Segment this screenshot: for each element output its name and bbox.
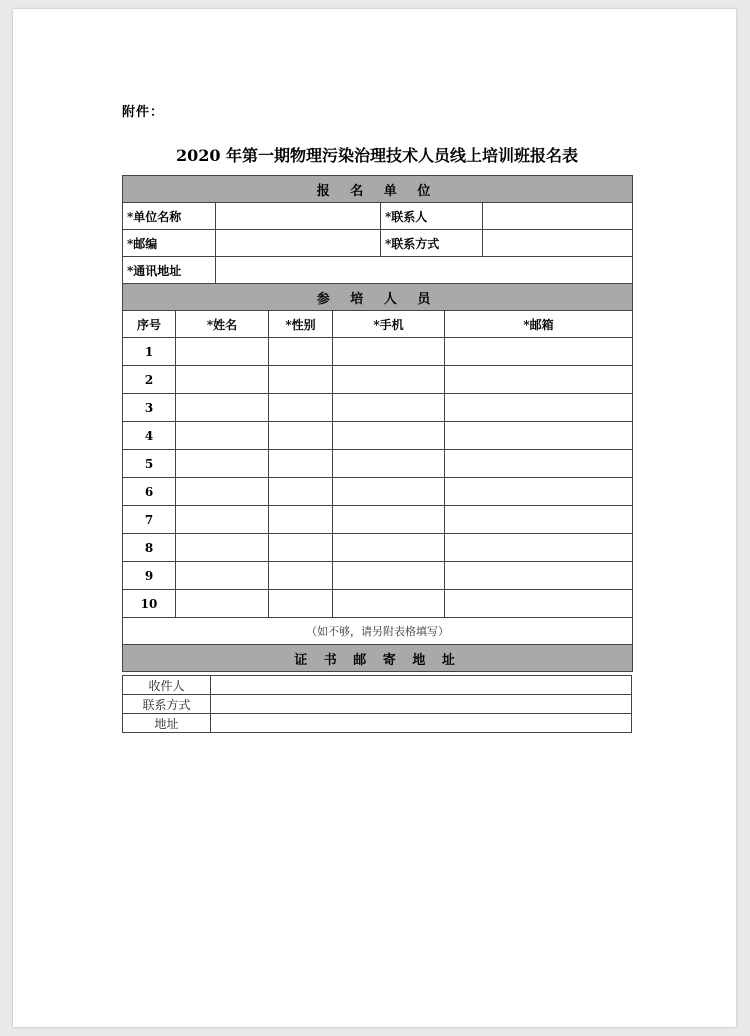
recipient-label: 收件人 <box>123 676 211 695</box>
phone-cell[interactable] <box>333 394 445 422</box>
cert-contact-label: 联系方式 <box>123 695 211 714</box>
name-cell[interactable] <box>176 478 269 506</box>
postcode-label: *邮编 <box>123 230 216 257</box>
col-header-name: *姓名 <box>176 311 269 338</box>
row-index: 6 <box>123 478 176 506</box>
form-title: 2020 年第一期物理污染治理技术人员线上培训班报名表 <box>175 146 579 165</box>
email-cell[interactable] <box>445 562 633 590</box>
row-index: 7 <box>123 506 176 534</box>
email-cell[interactable] <box>445 534 633 562</box>
name-cell[interactable] <box>176 338 269 366</box>
email-cell[interactable] <box>445 338 633 366</box>
overflow-note: （如不够，请另附表格填写） <box>123 618 633 645</box>
phone-cell[interactable] <box>333 478 445 506</box>
gender-cell[interactable] <box>269 450 333 478</box>
row-index: 10 <box>123 590 176 618</box>
gender-cell[interactable] <box>269 506 333 534</box>
gender-cell[interactable] <box>269 366 333 394</box>
certificate-section-header: 证 书 邮 寄 地 址 <box>123 645 633 672</box>
gender-cell[interactable] <box>269 422 333 450</box>
table-row <box>123 506 633 534</box>
contact-method-field[interactable] <box>483 230 633 257</box>
contact-person-field[interactable] <box>483 203 633 230</box>
gender-cell[interactable] <box>269 338 333 366</box>
mailing-address-field[interactable] <box>216 257 633 284</box>
col-header-gender: *性别 <box>269 311 333 338</box>
registration-table <box>122 175 633 672</box>
row-index: 3 <box>123 394 176 422</box>
phone-cell[interactable] <box>333 338 445 366</box>
table-row <box>123 534 633 562</box>
col-header-phone: *手机 <box>333 311 445 338</box>
phone-cell[interactable] <box>333 422 445 450</box>
postcode-field[interactable] <box>216 230 381 257</box>
phone-cell[interactable] <box>333 506 445 534</box>
table-row <box>123 478 633 506</box>
row-index: 2 <box>123 366 176 394</box>
name-cell[interactable] <box>176 422 269 450</box>
row-index: 1 <box>123 338 176 366</box>
table-row <box>123 590 633 618</box>
cert-address-label: 地址 <box>123 714 211 733</box>
table-row <box>123 366 633 394</box>
row-index: 9 <box>123 562 176 590</box>
row-index: 8 <box>123 534 176 562</box>
gender-cell[interactable] <box>269 590 333 618</box>
unit-name-label: *单位名称 <box>123 203 216 230</box>
phone-cell[interactable] <box>333 534 445 562</box>
contact-person-label: *联系人 <box>381 203 483 230</box>
email-cell[interactable] <box>445 422 633 450</box>
name-cell[interactable] <box>176 506 269 534</box>
gender-cell[interactable] <box>269 394 333 422</box>
table-row <box>123 450 633 478</box>
unit-section-header: 报 名 单 位 <box>123 176 633 203</box>
name-cell[interactable] <box>176 562 269 590</box>
mailing-address-label: *通讯地址 <box>123 257 216 284</box>
table-row <box>123 562 633 590</box>
certificate-address-table <box>122 675 632 733</box>
contact-method-label: *联系方式 <box>381 230 483 257</box>
col-header-email: *邮箱 <box>445 311 633 338</box>
email-cell[interactable] <box>445 478 633 506</box>
cert-contact-field[interactable] <box>211 695 632 714</box>
table-row <box>123 338 633 366</box>
row-index: 5 <box>123 450 176 478</box>
email-cell[interactable] <box>445 506 633 534</box>
email-cell[interactable] <box>445 450 633 478</box>
table-row <box>123 422 633 450</box>
document-page <box>13 9 736 1027</box>
cert-address-field[interactable] <box>211 714 632 733</box>
gender-cell[interactable] <box>269 562 333 590</box>
email-cell[interactable] <box>445 366 633 394</box>
col-header-index: 序号 <box>123 311 176 338</box>
phone-cell[interactable] <box>333 450 445 478</box>
participants-section-header: 参 培 人 员 <box>123 284 633 311</box>
row-index: 4 <box>123 422 176 450</box>
phone-cell[interactable] <box>333 590 445 618</box>
gender-cell[interactable] <box>269 534 333 562</box>
gender-cell[interactable] <box>269 478 333 506</box>
name-cell[interactable] <box>176 394 269 422</box>
unit-name-field[interactable] <box>216 203 381 230</box>
phone-cell[interactable] <box>333 366 445 394</box>
email-cell[interactable] <box>445 590 633 618</box>
name-cell[interactable] <box>176 534 269 562</box>
recipient-field[interactable] <box>211 676 632 695</box>
name-cell[interactable] <box>176 590 269 618</box>
attachment-label: 附件： <box>122 105 165 120</box>
name-cell[interactable] <box>176 366 269 394</box>
phone-cell[interactable] <box>333 562 445 590</box>
email-cell[interactable] <box>445 394 633 422</box>
table-row <box>123 394 633 422</box>
name-cell[interactable] <box>176 450 269 478</box>
